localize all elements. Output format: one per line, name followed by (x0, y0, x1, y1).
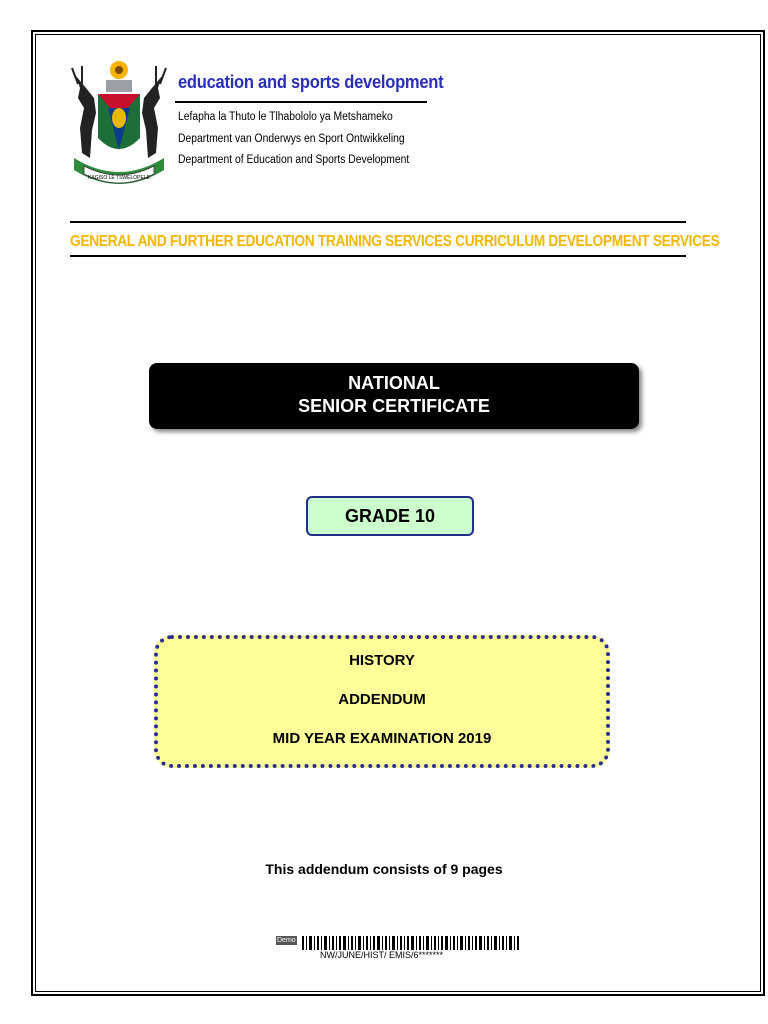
department-title-underline (175, 101, 427, 103)
examination-title: MID YEAR EXAMINATION 2019 (272, 730, 492, 747)
barcode-demo-tag: Demo (277, 937, 296, 944)
page-count-note: This addendum consists of 9 pages (265, 861, 503, 877)
coat-of-arms-logo (66, 58, 172, 198)
subject-name: HISTORY (349, 652, 415, 669)
national-senior-certificate-box (149, 363, 639, 429)
barcode (276, 936, 520, 960)
curriculum-services-banner: GENERAL AND FURTHER EDUCATION TRAINING SERVICES CURRICULUM DEVELOPMENT SERVICES (70, 233, 720, 250)
department-line-afrikaans: Department van Onderwys en Sport Ontwikkeling (178, 133, 405, 145)
department-line-setswana: Lefapha la Thuto le Tlhabololo ya Metshameko (178, 111, 393, 123)
department-line-english: Department of Education and Sports Development (178, 154, 410, 166)
certificate-line-1: NATIONAL (348, 373, 440, 393)
barcode-bars (276, 936, 520, 950)
document-type: ADDENDUM (338, 691, 426, 708)
certificate-line-2: SENIOR CERTIFICATE (298, 396, 490, 416)
banner-bottom-rule (70, 255, 686, 257)
grade-box: GRADE 10 (306, 496, 474, 536)
barcode-reference: NW/JUNE/HIST/ EMIS/6******* (320, 950, 444, 960)
banner-top-rule (70, 221, 686, 223)
crest-motto: KAGISO LE TSWELOPELE (88, 175, 150, 181)
subject-box (154, 635, 610, 768)
department-title: education and sports development (178, 72, 444, 92)
